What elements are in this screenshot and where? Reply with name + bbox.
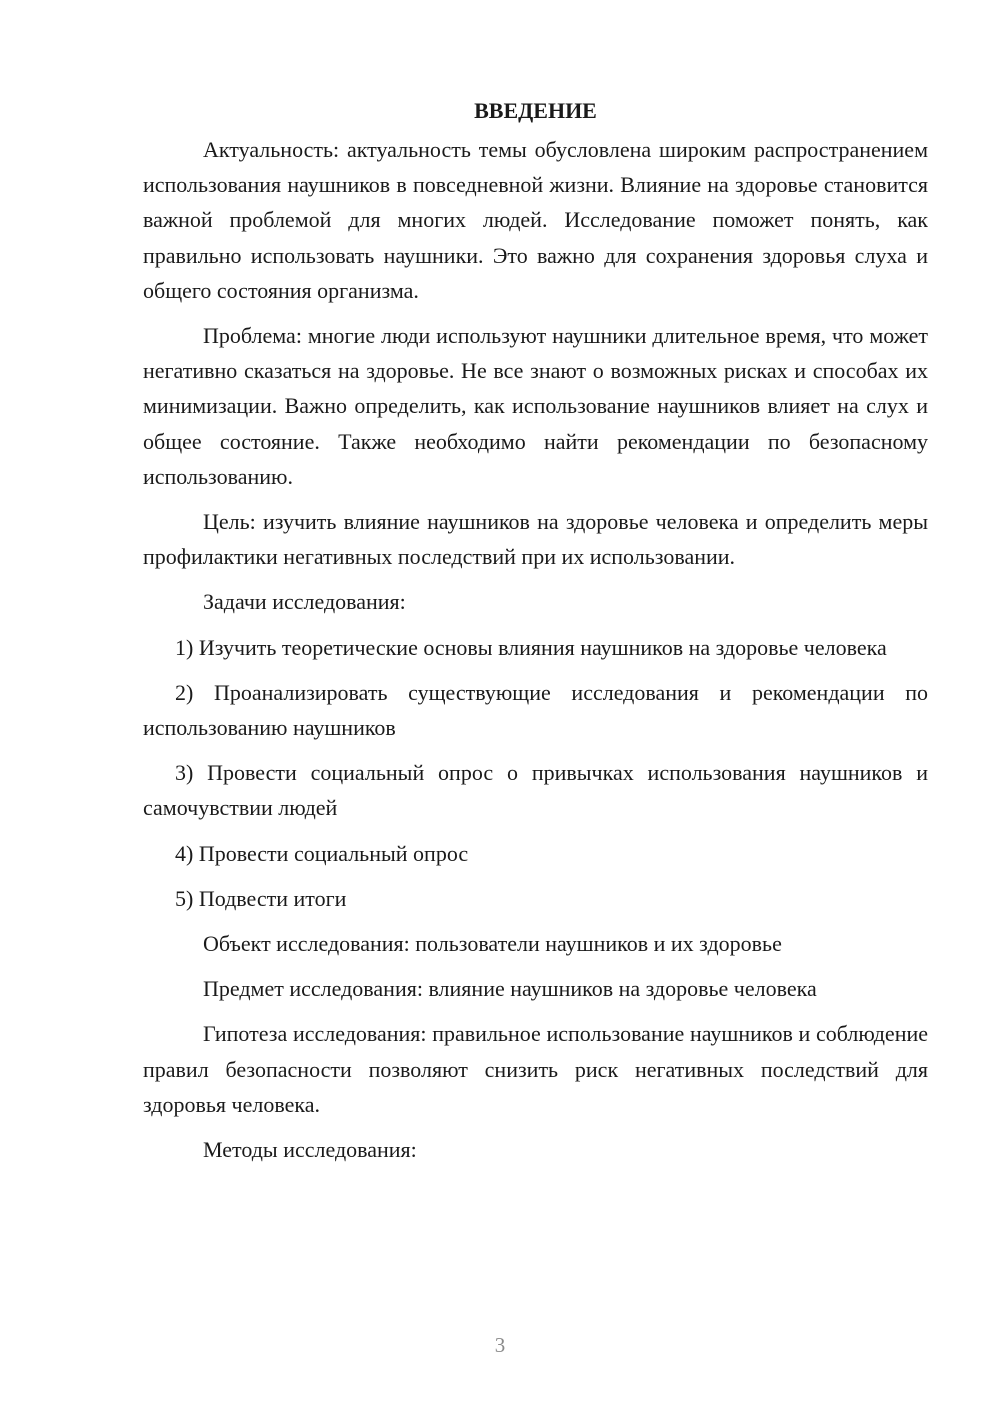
- task-item: 2) Проанализировать существующие исследования и рекомендации по использованию наушников: [143, 679, 928, 741]
- subject-paragraph: Предмет исследования: влияние наушников на здоровье человека: [203, 976, 817, 1002]
- object-paragraph: Объект исследования: пользователи наушников и их здоровье: [203, 931, 782, 957]
- goal-paragraph: Цель: изучить влияние наушников на здоровье человека и определить меры профилактики негативных последствий при их использовании.: [143, 509, 928, 570]
- problem-paragraph: Проблема: многие люди используют наушники длительное время, что может негативно сказаться на здоровье. Не все знают о возможных рисках и способах их минимизации. Важно определить, как использование наушников влияет на слух и общее состояние. Также необходимо найти рекомендации по безопасному использованию.: [143, 323, 928, 489]
- tasks-heading: Задачи исследования:: [203, 589, 406, 615]
- page-number: 3: [494, 1333, 506, 1357]
- hypothesis-paragraph: Гипотеза исследования: правильное использование наушников и соблюдение правил безопасности позволяют снизить риск негативных последствий для здоровья человека.: [143, 1021, 928, 1117]
- task-item: 1) Изучить теоретические основы влияния наушников на здоровье человека: [175, 634, 887, 660]
- methods-heading: Методы исследования:: [203, 1137, 417, 1163]
- page-content: [143, 96, 928, 1167]
- task-item: 3) Провести социальный опрос о привычках использования наушников и самочувствии людей: [143, 760, 928, 821]
- section-title: ВВЕДЕНИЕ: [474, 98, 597, 123]
- relevance-paragraph: Актуальность: актуальность темы обусловлена широким распространением использования наушников в повседневной жизни. Влияние на здоровье становится важной проблемой для многих людей. Исследование поможет понять, как правильно использовать наушники. Это важно для сохранения здоровья слуха и общего состояния организма.: [143, 137, 928, 303]
- task-item: 4) Провести социальный опрос: [175, 840, 469, 866]
- task-item: 5) Подвести итоги: [175, 885, 347, 911]
